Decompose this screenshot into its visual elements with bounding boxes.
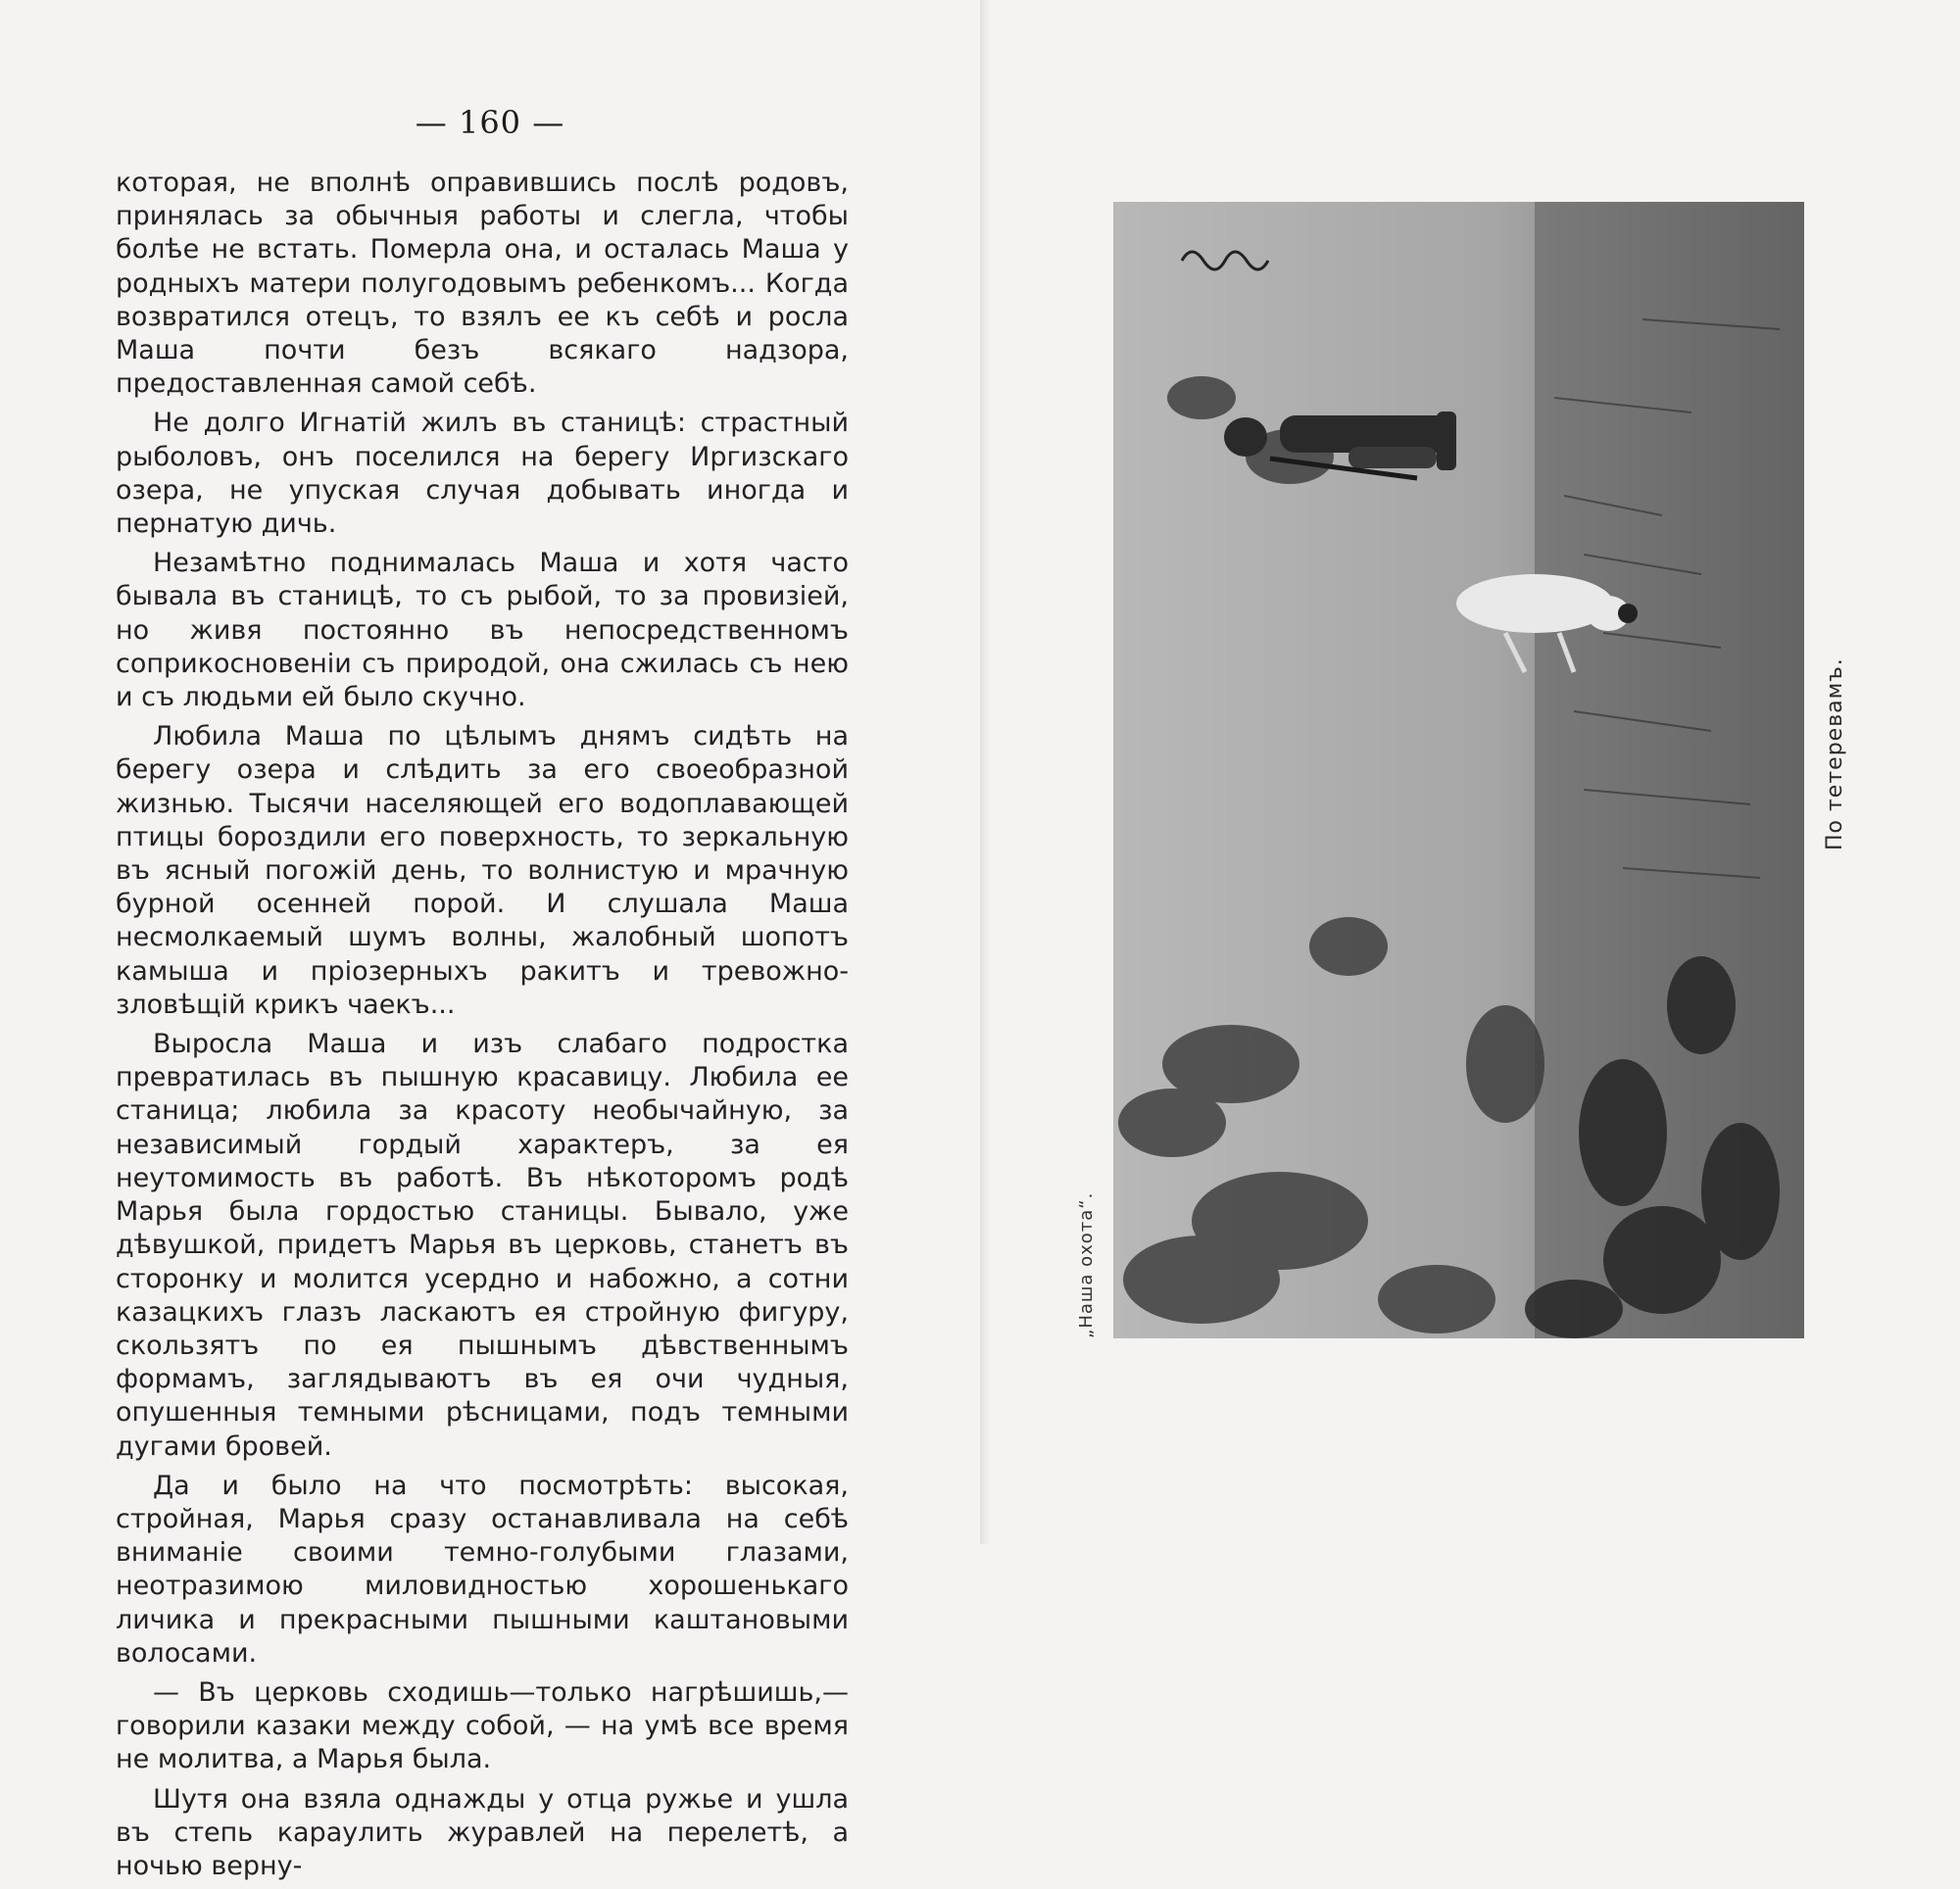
paragraph: Шутя она взяла однажды у отца ружье и ушла въ степь караулить журавлей на перелетѣ, а ночью верну- xyxy=(116,1783,849,1881)
paragraph: Любила Маша по цѣлымъ днямъ сидѣть на берегу озера и слѣдить за его своеобразной жизнью. Тысячи населяющей его водоплавающей птицы бороздили его поверхность, то зеркальную въ ясный погожій день, то волнистую и мрачную бурной осенней порой. И слушала Маша несмолкаемый шумъ волны, жалобный шопотъ камыша и пріозерныхъ ракитъ и тревожно-зловѣщій крикъ чаекъ... xyxy=(116,721,849,1020)
paragraph: Выросла Маша и изъ слабаго подростка превратилась въ пышную красавицу. Любила ее станица; любила за красоту необычайную, за независимый гордый характеръ, за ея неутомимость въ работѣ. Въ нѣкоторомъ родѣ Марья была гордостью станицы. Бывало, уже дѣвушкой, придетъ Марья въ церковь, станетъ въ сторонку и молится усердно и набожно, а сотни казацкихъ глазъ ласкаютъ ея стройную фигуру, скользятъ по ея пышнымъ дѣвственнымъ формамъ, заглядываютъ въ ея очи чудныя, опушенныя темными рѣсницами, подъ темными дугами бровей. xyxy=(116,1029,849,1462)
illustration-title: По тетеревамъ. xyxy=(1823,657,1847,850)
body-text xyxy=(116,167,849,1889)
paragraph: Да и было на что посмотрѣть: высокая, стройная, Марья сразу останавливала на себѣ вниманіе своими темно-голубыми глазами, неотразимою миловидностью хорошенькаго личика и прекрасными пышными каштановыми волосами. xyxy=(116,1470,849,1669)
paragraph: Незамѣтно поднималась Маша и хотя часто бывала въ станицѣ, то съ рыбой, то за провизіей, но живя постоянно въ непосредственномъ соприкосновеніи съ природой, она сжилась съ нею и съ людьми ей было скучно. xyxy=(116,548,849,713)
right-page xyxy=(980,0,1960,1544)
paragraph: которая, не вполнѣ оправившись послѣ родовъ, принялась за обычныя работы и слегла, чтобы болѣе не встать. Померла она, и осталась Маша у родныхъ матери полугодовымъ ребенкомъ... Когда возвратился отецъ, то взялъ ее къ себѣ и росла Маша почти безъ всякаго надзора, предоставленная самой себѣ. xyxy=(116,168,849,400)
paragraph: Не долго Игнатій жилъ въ станицѣ: страстный рыболовъ, онъ поселился на берегу Иргизскаго озера, не упуская случая добывать иногда и пернатую дичь. xyxy=(116,408,849,540)
paragraph: — Въ церковь сходишь—только нагрѣшишь,—говорили казаки между собой, — на умѣ все время не молитва, а Марья была. xyxy=(116,1676,849,1775)
page-number: — 160 — xyxy=(415,104,565,141)
source-caption: „Наша охота“. xyxy=(1076,1191,1097,1338)
left-page xyxy=(0,0,980,1881)
hunter-with-dog-illustration xyxy=(1113,202,1804,1338)
